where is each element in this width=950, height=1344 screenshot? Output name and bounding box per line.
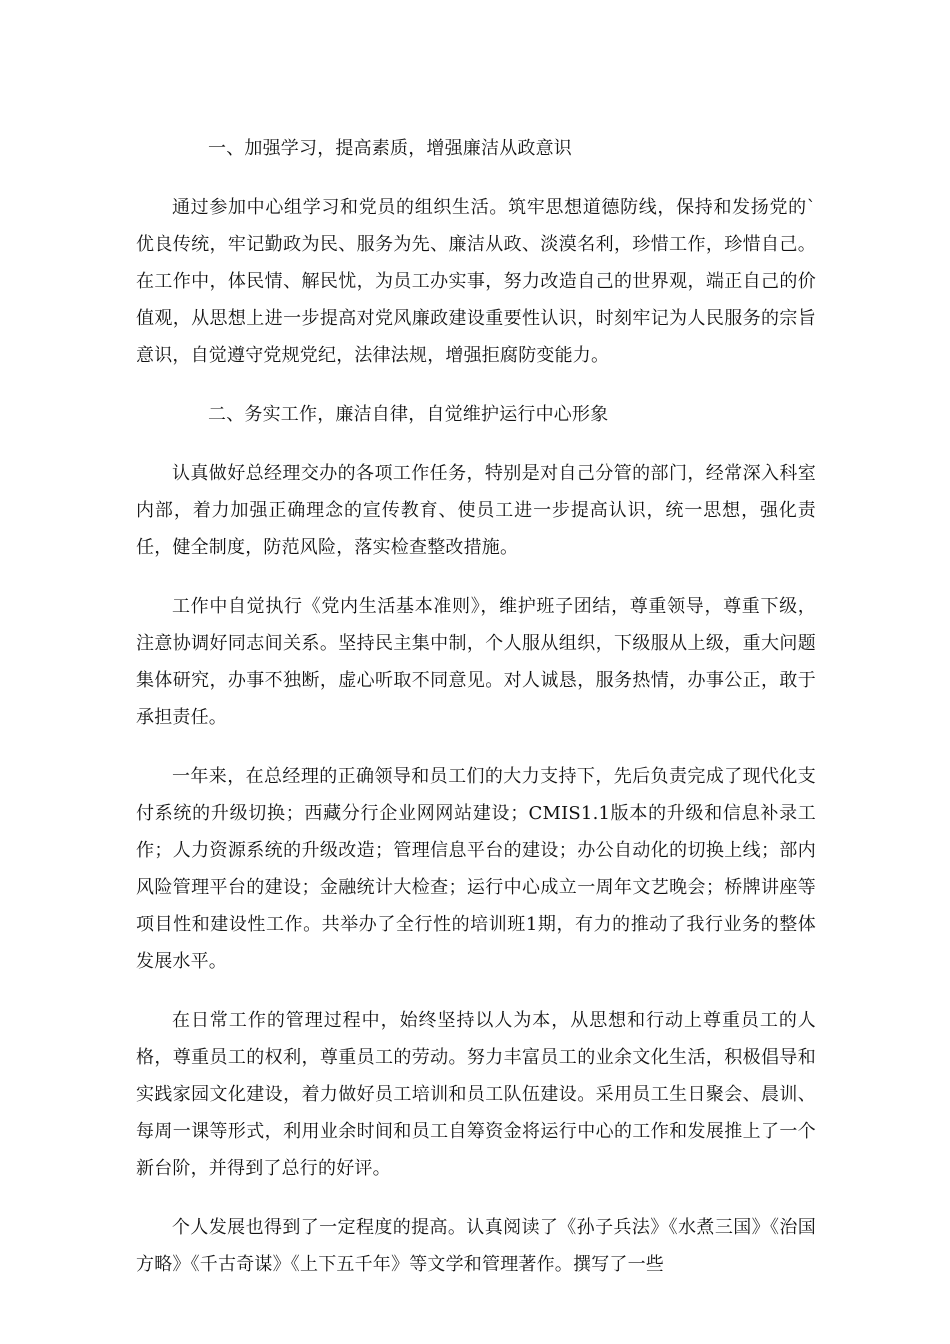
paragraph-1: 通过参加中心组学习和党员的组织生活。筑牢思想道德防线，保持和发扬党的`优良传统，牢记勤政为民、服务为先、廉洁从政、淡漠名利，珍惜工作，珍惜自己。在工作中，体民情、解民忧，为员工办实事，努力改造自己的世界观，端正自己的价值观，从思想上进一步提高对党风廉政建设重要性认识，时刻牢记为人民服务的宗旨意识，自觉遵守党规党纪，法律法规，增强拒腐防变能力。	[136, 197, 816, 366]
section-heading-2: 二、务实工作，廉洁自律，自觉维护运行中心形象	[208, 404, 609, 425]
paragraph-6: 个人发展也得到了一定程度的提高。认真阅读了《孙子兵法》《水煮三国》《治国方略》《千古奇谋》《上下五千年》等文学和管理著作。撰写了一些	[136, 1217, 816, 1275]
section-heading-1: 一、加强学习，提高素质，增强廉洁从政意识	[208, 138, 572, 159]
document-body	[136, 130, 816, 1305]
paragraph-2: 认真做好总经理交办的各项工作任务，特别是对自己分管的部门，经常深入科室内部，着力加强正确理念的宣传教育、使员工进一步提高认识，统一思想，强化责任，健全制度，防范风险，落实检查整改措施。	[136, 463, 816, 558]
paragraph-3: 工作中自觉执行《党内生活基本准则》，维护班子团结，尊重领导，尊重下级，注意协调好同志间关系。坚持民主集中制，个人服从组织，下级服从上级，重大问题集体研究，办事不独断，虚心听取不同意见。对人诚恳，服务热情，办事公正，敢于承担责任。	[136, 596, 816, 728]
paragraph-4: 一年来，在总经理的正确领导和员工们的大力支持下，先后负责完成了现代化支付系统的升级切换；西藏分行企业网网站建设；CMIS1.1版本的升级和信息补录工作；人力资源系统的升级改造；管理信息平台的建设；办公自动化的切换上线；部内风险管理平台的建设；金融统计大检查；运行中心成立一周年文艺晚会；桥牌讲座等项目性和建设性工作。共举办了全行性的培训班1期，有力的推动了我行业务的整体发展水平。	[136, 766, 816, 972]
paragraph-5: 在日常工作的管理过程中，始终坚持以人为本，从思想和行动上尊重员工的人格，尊重员工的权利，尊重员工的劳动。努力丰富员工的业余文化生活，积极倡导和实践家园文化建设，着力做好员工培训和员工队伍建设。采用员工生日聚会、晨训、每周一课等形式，利用业余时间和员工自筹资金将运行中心的工作和发展推上了一个新台阶，并得到了总行的好评。	[136, 1010, 816, 1179]
